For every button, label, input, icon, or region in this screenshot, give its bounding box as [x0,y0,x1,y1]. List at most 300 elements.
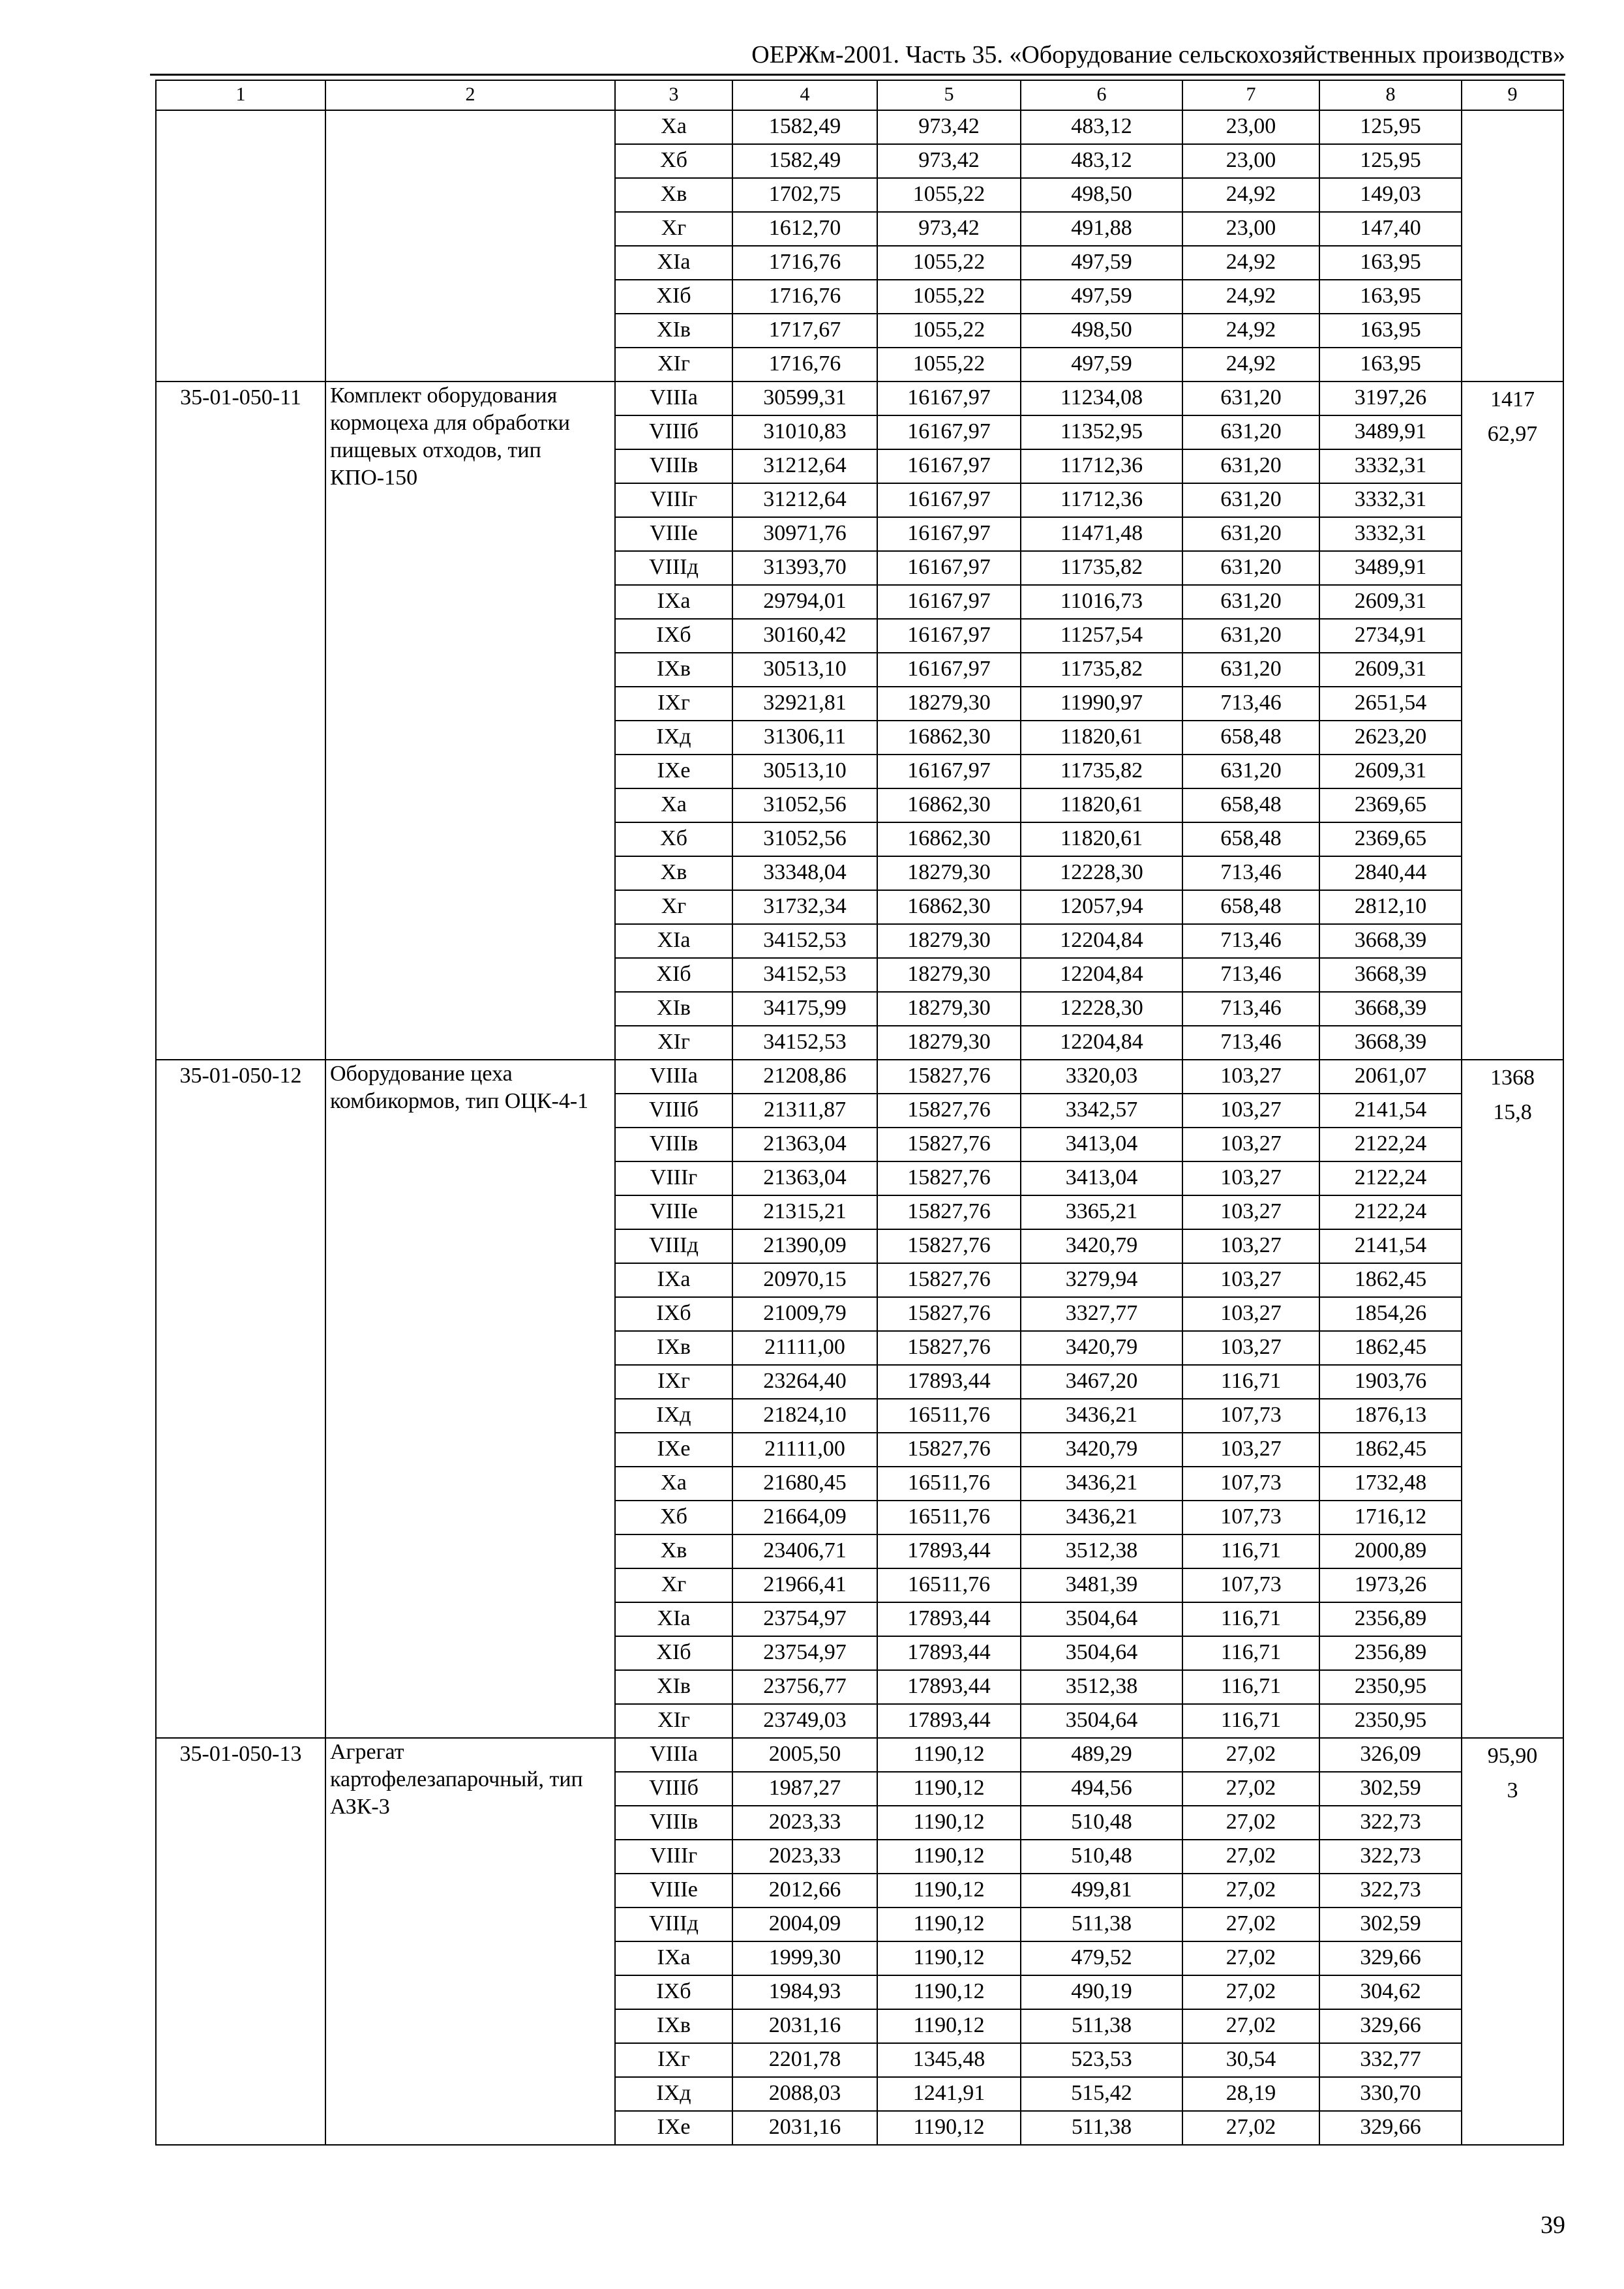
cost-machinist-wages: 30,54 [1182,2043,1319,2077]
region-code: XIв [615,314,732,348]
cost-total: 21311,87 [732,1094,877,1128]
cost-machinist-wages: 116,71 [1182,1704,1319,1738]
cost-wages: 973,42 [877,144,1021,178]
region-code: IXе [615,2111,732,2145]
cost-materials: 2122,24 [1319,1128,1462,1161]
column-number: 6 [1021,80,1182,110]
cost-wages: 1190,12 [877,2111,1021,2145]
cost-total: 23264,40 [732,1365,877,1399]
cost-machines: 11820,61 [1021,788,1182,822]
cost-machines: 11735,82 [1021,551,1182,585]
cost-machinist-wages: 116,71 [1182,1602,1319,1636]
cost-materials: 329,66 [1319,2009,1462,2043]
rate-name [325,110,615,382]
cost-materials: 3489,91 [1319,415,1462,449]
cost-wages: 16167,97 [877,517,1021,551]
page-number: 39 [1541,2211,1565,2239]
region-code: VIIIе [615,517,732,551]
cost-machines: 491,88 [1021,212,1182,246]
cost-wages: 1190,12 [877,1941,1021,1975]
cost-wages: 16167,97 [877,382,1021,415]
cost-machinist-wages: 27,02 [1182,1840,1319,1874]
cost-machines: 3413,04 [1021,1128,1182,1161]
cost-wages: 15827,76 [877,1263,1021,1297]
cost-machinist-wages: 103,27 [1182,1297,1319,1331]
cost-wages: 15827,76 [877,1229,1021,1263]
cost-materials: 2141,54 [1319,1094,1462,1128]
cost-materials: 2651,54 [1319,687,1462,721]
cost-total: 21390,09 [732,1229,877,1263]
cost-total: 1582,49 [732,144,877,178]
cost-machines: 3420,79 [1021,1229,1182,1263]
cost-total: 29794,01 [732,585,877,619]
cost-total: 2088,03 [732,2077,877,2111]
cost-materials: 2350,95 [1319,1670,1462,1704]
cost-machines: 479,52 [1021,1941,1182,1975]
region-code: IXд [615,721,732,755]
cost-wages: 16167,97 [877,483,1021,517]
cost-machinist-wages: 23,00 [1182,144,1319,178]
cost-machinist-wages: 713,46 [1182,1026,1319,1060]
cost-total: 31393,70 [732,551,877,585]
cost-total: 21208,86 [732,1060,877,1094]
cost-wages: 18279,30 [877,924,1021,958]
cost-machines: 11712,36 [1021,449,1182,483]
rate-name: Комплект оборудования кормоцеха для обработки пищевых отходов, тип КПО-150 [325,382,615,1060]
cost-total: 2023,33 [732,1806,877,1840]
table-row [156,382,1563,415]
cost-wages: 1055,22 [877,314,1021,348]
cost-total: 1716,76 [732,348,877,382]
cost-wages: 15827,76 [877,1161,1021,1195]
region-code: VIIIa [615,1738,732,1772]
cost-materials: 147,40 [1319,212,1462,246]
cost-wages: 16511,76 [877,1467,1021,1501]
cost-machinist-wages: 116,71 [1182,1534,1319,1568]
cost-machinist-wages: 713,46 [1182,856,1319,890]
cost-machinist-wages: 658,48 [1182,721,1319,755]
cost-wages: 17893,44 [877,1365,1021,1399]
cost-total: 2201,78 [732,2043,877,2077]
region-code: XIб [615,958,732,992]
cost-machinist-wages: 713,46 [1182,992,1319,1026]
cost-wages: 1241,91 [877,2077,1021,2111]
region-code: Xa [615,110,732,144]
equipment-mass-secondary: 3 [1507,1778,1518,1803]
cost-machines: 498,50 [1021,314,1182,348]
cost-total: 32921,81 [732,687,877,721]
cost-machinist-wages: 107,73 [1182,1568,1319,1602]
cost-total: 1717,67 [732,314,877,348]
cost-machines: 11712,36 [1021,483,1182,517]
equipment-mass: 1368 [1490,1066,1535,1090]
cost-materials: 2369,65 [1319,788,1462,822]
cost-wages: 17893,44 [877,1602,1021,1636]
cost-total: 21009,79 [732,1297,877,1331]
region-code: IXa [615,585,732,619]
cost-total: 1582,49 [732,110,877,144]
column-number: 8 [1319,80,1462,110]
region-code: VIIIе [615,1195,732,1229]
cost-machinist-wages: 27,02 [1182,1908,1319,1941]
cost-wages: 17893,44 [877,1704,1021,1738]
equipment-mass-cell [1462,1060,1563,1738]
region-code: XIa [615,246,732,280]
cost-machinist-wages: 24,92 [1182,348,1319,382]
cost-materials: 1854,26 [1319,1297,1462,1331]
region-code: Xб [615,144,732,178]
cost-materials: 3668,39 [1319,924,1462,958]
cost-materials: 2609,31 [1319,755,1462,788]
region-code: VIIIб [615,415,732,449]
region-code: IXв [615,653,732,687]
cost-machines: 483,12 [1021,144,1182,178]
cost-materials: 163,95 [1319,314,1462,348]
rate-code: 35-01-050-11 [156,382,325,1060]
cost-machines: 3279,94 [1021,1263,1182,1297]
cost-total: 34152,53 [732,958,877,992]
cost-total: 34152,53 [732,924,877,958]
cost-machines: 12057,94 [1021,890,1182,924]
cost-machines: 3504,64 [1021,1602,1182,1636]
cost-total: 2005,50 [732,1738,877,1772]
cost-wages: 16167,97 [877,551,1021,585]
equipment-mass-secondary: 62,97 [1487,422,1538,446]
cost-materials: 163,95 [1319,348,1462,382]
cost-machinist-wages: 631,20 [1182,619,1319,653]
region-code: Xг [615,1568,732,1602]
cost-machinist-wages: 103,27 [1182,1161,1319,1195]
cost-wages: 15827,76 [877,1331,1021,1365]
cost-wages: 1190,12 [877,1772,1021,1806]
cost-wages: 973,42 [877,110,1021,144]
region-code: XIг [615,1026,732,1060]
rate-code: 35-01-050-13 [156,1738,325,2145]
cost-machinist-wages: 27,02 [1182,1941,1319,1975]
cost-machinist-wages: 103,27 [1182,1195,1319,1229]
cost-machinist-wages: 658,48 [1182,788,1319,822]
cost-machines: 3420,79 [1021,1331,1182,1365]
cost-machines: 11016,73 [1021,585,1182,619]
column-number: 9 [1462,80,1563,110]
cost-total: 1702,75 [732,178,877,212]
cost-total: 23749,03 [732,1704,877,1738]
cost-total: 1716,76 [732,246,877,280]
cost-machinist-wages: 27,02 [1182,1738,1319,1772]
cost-wages: 18279,30 [877,958,1021,992]
cost-materials: 1973,26 [1319,1568,1462,1602]
region-code: IXб [615,1297,732,1331]
cost-wages: 16862,30 [877,721,1021,755]
cost-machines: 523,53 [1021,2043,1182,2077]
region-code: XIб [615,1636,732,1670]
cost-wages: 18279,30 [877,1026,1021,1060]
cost-materials: 302,59 [1319,1772,1462,1806]
cost-materials: 2350,95 [1319,1704,1462,1738]
cost-total: 21111,00 [732,1331,877,1365]
cost-wages: 1190,12 [877,1975,1021,2009]
cost-machines: 483,12 [1021,110,1182,144]
cost-wages: 1055,22 [877,280,1021,314]
cost-materials: 322,73 [1319,1874,1462,1908]
cost-total: 23754,97 [732,1602,877,1636]
cost-total: 31052,56 [732,788,877,822]
cost-machines: 3365,21 [1021,1195,1182,1229]
table-row [156,1060,1563,1094]
cost-total: 34175,99 [732,992,877,1026]
cost-machinist-wages: 107,73 [1182,1467,1319,1501]
equipment-mass-cell [1462,382,1563,1060]
cost-total: 2004,09 [732,1908,877,1941]
cost-materials: 1903,76 [1319,1365,1462,1399]
cost-total: 21315,21 [732,1195,877,1229]
cost-machinist-wages: 713,46 [1182,687,1319,721]
equipment-mass-cell [1462,110,1563,382]
cost-machinist-wages: 107,73 [1182,1501,1319,1534]
cost-machinist-wages: 27,02 [1182,1874,1319,1908]
cost-wages: 1345,48 [877,2043,1021,2077]
region-code: Xб [615,822,732,856]
rate-code: 35-01-050-12 [156,1060,325,1738]
region-code: VIIIв [615,1806,732,1840]
cost-total: 31052,56 [732,822,877,856]
cost-machines: 515,42 [1021,2077,1182,2111]
region-code: XIa [615,924,732,958]
cost-total: 2031,16 [732,2009,877,2043]
cost-machines: 3512,38 [1021,1670,1182,1704]
region-code: IXе [615,1433,732,1467]
cost-materials: 3197,26 [1319,382,1462,415]
cost-wages: 1190,12 [877,1908,1021,1941]
cost-total: 30160,42 [732,619,877,653]
cost-materials: 2734,91 [1319,619,1462,653]
cost-total: 2012,66 [732,1874,877,1908]
cost-materials: 2356,89 [1319,1602,1462,1636]
cost-machines: 12228,30 [1021,992,1182,1026]
rate-name: Оборудование цеха комбикормов, тип ОЦК-4-1 [325,1060,615,1738]
region-code: VIIIa [615,1060,732,1094]
cost-machinist-wages: 103,27 [1182,1433,1319,1467]
column-number: 3 [615,80,732,110]
cost-materials: 329,66 [1319,1941,1462,1975]
cost-wages: 16167,97 [877,653,1021,687]
equipment-mass: 95,90 [1487,1744,1538,1768]
cost-wages: 1055,22 [877,246,1021,280]
equipment-mass: 1417 [1490,387,1535,411]
cost-total: 21363,04 [732,1128,877,1161]
region-code: Xв [615,1534,732,1568]
cost-materials: 1862,45 [1319,1331,1462,1365]
cost-machines: 11257,54 [1021,619,1182,653]
column-number: 2 [325,80,615,110]
region-code: VIIIг [615,483,732,517]
cost-machinist-wages: 631,20 [1182,585,1319,619]
cost-total: 23754,97 [732,1636,877,1670]
cost-total: 31732,34 [732,890,877,924]
cost-total: 1984,93 [732,1975,877,2009]
equipment-mass-cell [1462,1738,1563,2145]
cost-wages: 17893,44 [877,1636,1021,1670]
region-code: IXб [615,1975,732,2009]
cost-machinist-wages: 631,20 [1182,382,1319,415]
cost-machines: 3342,57 [1021,1094,1182,1128]
cost-materials: 125,95 [1319,144,1462,178]
region-code: VIIIв [615,449,732,483]
table-row [156,110,1563,144]
cost-materials: 1716,12 [1319,1501,1462,1534]
region-code: XIa [615,1602,732,1636]
cost-materials: 1732,48 [1319,1467,1462,1501]
region-code: XIв [615,1670,732,1704]
cost-materials: 2623,20 [1319,721,1462,755]
cost-materials: 1862,45 [1319,1433,1462,1467]
cost-total: 31306,11 [732,721,877,755]
cost-machines: 11735,82 [1021,653,1182,687]
rate-code [156,110,325,382]
cost-machinist-wages: 631,20 [1182,449,1319,483]
region-code: XIг [615,1704,732,1738]
region-code: Xa [615,788,732,822]
cost-machinist-wages: 631,20 [1182,653,1319,687]
region-code: VIIIд [615,551,732,585]
cost-materials: 125,95 [1319,110,1462,144]
cost-machinist-wages: 24,92 [1182,314,1319,348]
cost-machines: 11234,08 [1021,382,1182,415]
region-code: Xб [615,1501,732,1534]
column-number: 4 [732,80,877,110]
cost-machines: 3436,21 [1021,1467,1182,1501]
cost-machines: 489,29 [1021,1738,1182,1772]
cost-total: 1612,70 [732,212,877,246]
cost-machines: 490,19 [1021,1975,1182,2009]
cost-wages: 16862,30 [877,822,1021,856]
cost-machines: 510,48 [1021,1806,1182,1840]
cost-materials: 1862,45 [1319,1263,1462,1297]
column-number: 5 [877,80,1021,110]
cost-materials: 2369,65 [1319,822,1462,856]
cost-total: 30513,10 [732,755,877,788]
cost-machinist-wages: 24,92 [1182,280,1319,314]
cost-total: 20970,15 [732,1263,877,1297]
cost-total: 21664,09 [732,1501,877,1534]
cost-materials: 2061,07 [1319,1060,1462,1094]
cost-wages: 16167,97 [877,585,1021,619]
cost-machinist-wages: 27,02 [1182,1772,1319,1806]
cost-total: 1999,30 [732,1941,877,1975]
table-row [156,1738,1563,1772]
cost-wages: 1190,12 [877,2009,1021,2043]
cost-total: 31212,64 [732,483,877,517]
cost-machines: 11352,95 [1021,415,1182,449]
cost-machines: 510,48 [1021,1840,1182,1874]
region-code: XIб [615,280,732,314]
cost-wages: 15827,76 [877,1094,1021,1128]
cost-materials: 3668,39 [1319,958,1462,992]
column-number-row [156,80,1563,110]
cost-machines: 3413,04 [1021,1161,1182,1195]
cost-machines: 12204,84 [1021,1026,1182,1060]
cost-machines: 12204,84 [1021,924,1182,958]
cost-materials: 326,09 [1319,1738,1462,1772]
cost-materials: 2812,10 [1319,890,1462,924]
cost-wages: 1055,22 [877,178,1021,212]
cost-total: 21111,00 [732,1433,877,1467]
cost-wages: 18279,30 [877,687,1021,721]
cost-wages: 17893,44 [877,1534,1021,1568]
cost-materials: 149,03 [1319,178,1462,212]
cost-materials: 2609,31 [1319,585,1462,619]
cost-total: 1716,76 [732,280,877,314]
cost-materials: 332,77 [1319,2043,1462,2077]
cost-machinist-wages: 23,00 [1182,110,1319,144]
cost-machinist-wages: 658,48 [1182,822,1319,856]
cost-total: 21824,10 [732,1399,877,1433]
cost-machinist-wages: 103,27 [1182,1128,1319,1161]
cost-wages: 1190,12 [877,1806,1021,1840]
cost-machinist-wages: 631,20 [1182,483,1319,517]
region-code: VIIIд [615,1908,732,1941]
cost-wages: 16511,76 [877,1399,1021,1433]
cost-machines: 497,59 [1021,246,1182,280]
cost-machines: 11735,82 [1021,755,1182,788]
region-code: IXв [615,2009,732,2043]
cost-total: 21363,04 [732,1161,877,1195]
cost-total: 30599,31 [732,382,877,415]
region-code: IXг [615,1365,732,1399]
cost-machines: 511,38 [1021,1908,1182,1941]
cost-materials: 3332,31 [1319,449,1462,483]
region-code: VIIIд [615,1229,732,1263]
cost-materials: 163,95 [1319,280,1462,314]
cost-total: 23406,71 [732,1534,877,1568]
region-code: IXв [615,1331,732,1365]
cost-machinist-wages: 27,02 [1182,1806,1319,1840]
region-code: XIв [615,992,732,1026]
cost-machinist-wages: 107,73 [1182,1399,1319,1433]
region-code: Xв [615,856,732,890]
cost-machines: 3467,20 [1021,1365,1182,1399]
cost-machines: 11471,48 [1021,517,1182,551]
cost-machinist-wages: 631,20 [1182,415,1319,449]
header-divider [150,74,1565,76]
cost-materials: 3332,31 [1319,517,1462,551]
cost-total: 21680,45 [732,1467,877,1501]
cost-total: 31010,83 [732,415,877,449]
region-code: XIг [615,348,732,382]
cost-machines: 497,59 [1021,280,1182,314]
cost-wages: 15827,76 [877,1195,1021,1229]
cost-total: 2023,33 [732,1840,877,1874]
price-table [155,80,1564,2146]
cost-materials: 3489,91 [1319,551,1462,585]
page-header-title: ОЕРЖм-2001. Часть 35. «Оборудование сельскохозяйственных производств» [751,41,1565,68]
cost-machinist-wages: 103,27 [1182,1331,1319,1365]
cost-machinist-wages: 27,02 [1182,1975,1319,2009]
cost-total: 21966,41 [732,1568,877,1602]
cost-machinist-wages: 658,48 [1182,890,1319,924]
cost-materials: 163,95 [1319,246,1462,280]
cost-total: 31212,64 [732,449,877,483]
region-code: IXa [615,1941,732,1975]
cost-machines: 3420,79 [1021,1433,1182,1467]
cost-total: 1987,27 [732,1772,877,1806]
cost-wages: 18279,30 [877,856,1021,890]
cost-machinist-wages: 713,46 [1182,958,1319,992]
cost-machinist-wages: 116,71 [1182,1365,1319,1399]
cost-total: 23756,77 [732,1670,877,1704]
cost-machinist-wages: 631,20 [1182,517,1319,551]
cost-materials: 3668,39 [1319,1026,1462,1060]
